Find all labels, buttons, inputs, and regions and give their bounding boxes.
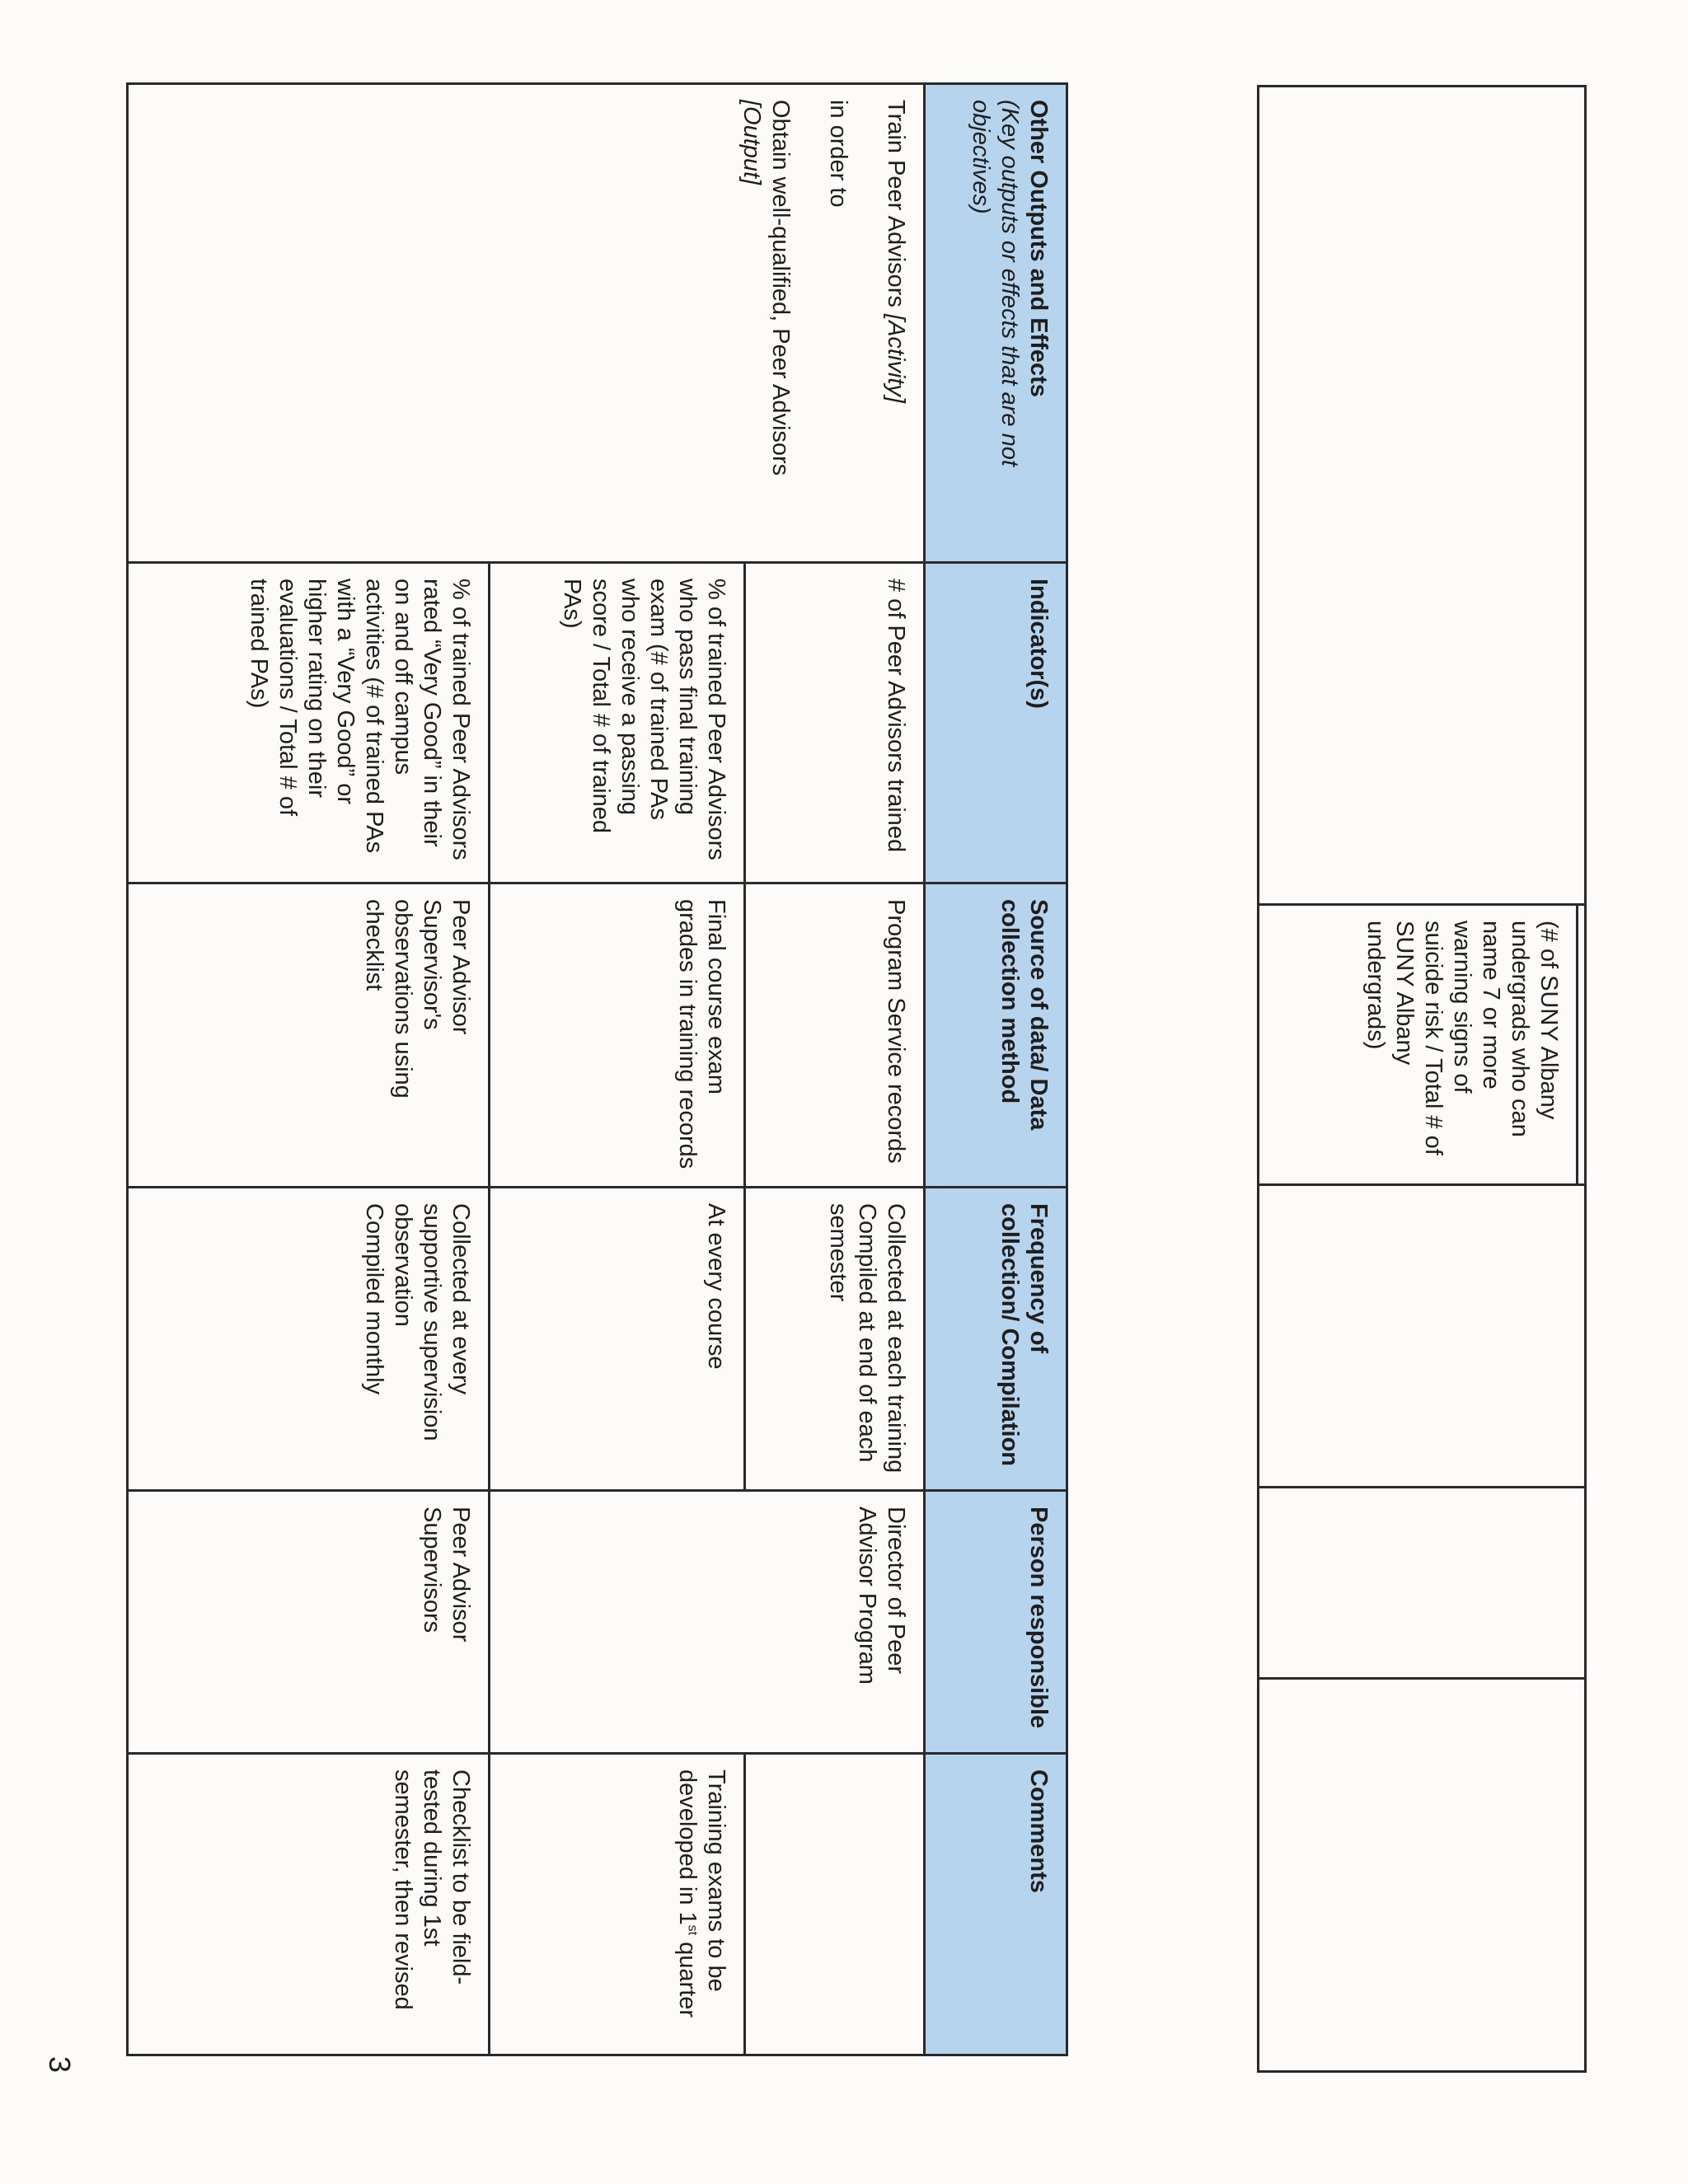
row3-comments: Checklist to be field-tested during 1st semester, then revised [390, 1769, 474, 2010]
row3-frequency [129, 1188, 488, 1489]
continued-frequency-cell [1259, 1488, 1584, 1677]
header-source: Source of data/ Data collection method [926, 884, 1066, 1186]
row2-comments: Training exams to be developed in 1st quarter [674, 1769, 729, 2018]
continued-table [1257, 85, 1587, 2073]
row2-indicator: % of trained Peer Advisors who pass final training exam (# of trained PAs who receive a passing score / Total # of trained PAs) [559, 579, 729, 860]
row1-frequency [746, 1188, 923, 1489]
continued-indicator-cell: (# of SUNY Albany undergrads who can name 7 or more warning signs of suicide risk / Total # of SUNY Albany undergrads) [1362, 921, 1562, 1155]
row3-person: Peer Advisor Supervisors [419, 1507, 474, 1643]
header-frequency: Frequency of collection/ Compilation [926, 1188, 1066, 1489]
row3-indicator: % of trained Peer Advisors rated “Very Good” in their on and off campus activities (# of trained PAs with a “Very Good” or higher rating on their evaluations / Total # of trained PAs) [246, 579, 474, 860]
header-comments: Comments [926, 1755, 1066, 2054]
row1-comments [746, 1755, 923, 2054]
obtain-output-text: Obtain well-qualified, Peer Advisors [Output] [738, 100, 794, 476]
continued-person-cell [1259, 1680, 1584, 2070]
row2-frequency: At every course [703, 1203, 729, 1370]
header-outputs-subtitle: (Key outputs or effects that are not objectives) [968, 100, 1023, 466]
row3-frequency-collected: Collected at every supportive supervision observation [390, 1203, 474, 1441]
outputs-effects-table [126, 82, 1068, 2056]
row1-frequency-collected: Collected at each training [883, 1203, 909, 1474]
row1-person: Director of Peer Advisor Program [854, 1507, 909, 1685]
row1-frequency-compiled: Compiled at end of each semester [825, 1203, 880, 1463]
row3-frequency-compiled: Compiled monthly [361, 1203, 387, 1395]
row3-source: Peer Advisor Supervisor's observations using checklist [361, 899, 474, 1099]
header-outputs-title: Other Outputs and Effects [1025, 100, 1052, 397]
train-activity-text: Train Peer Advisors [Activity] [883, 100, 909, 403]
row2-source: Final course exam grades in training records [674, 899, 729, 1169]
row1-source: Program Service records [883, 899, 909, 1164]
header-person-responsible: Person responsible [926, 1492, 1066, 1752]
activity-tag: [Activity] [883, 314, 909, 403]
outputs-effects-cell [129, 85, 923, 561]
output-tag: [Output] [738, 100, 765, 185]
continued-source-cell [1259, 1186, 1584, 1486]
in-order-to-text: in order to [825, 100, 851, 208]
row1-indicator: # of Peer Advisors trained [883, 579, 909, 853]
header-indicators: Indicator(s) [926, 564, 1066, 882]
superscript-st: st [685, 1924, 700, 1936]
page-number: 3 [43, 2055, 77, 2074]
header-outputs-effects [926, 85, 1066, 561]
